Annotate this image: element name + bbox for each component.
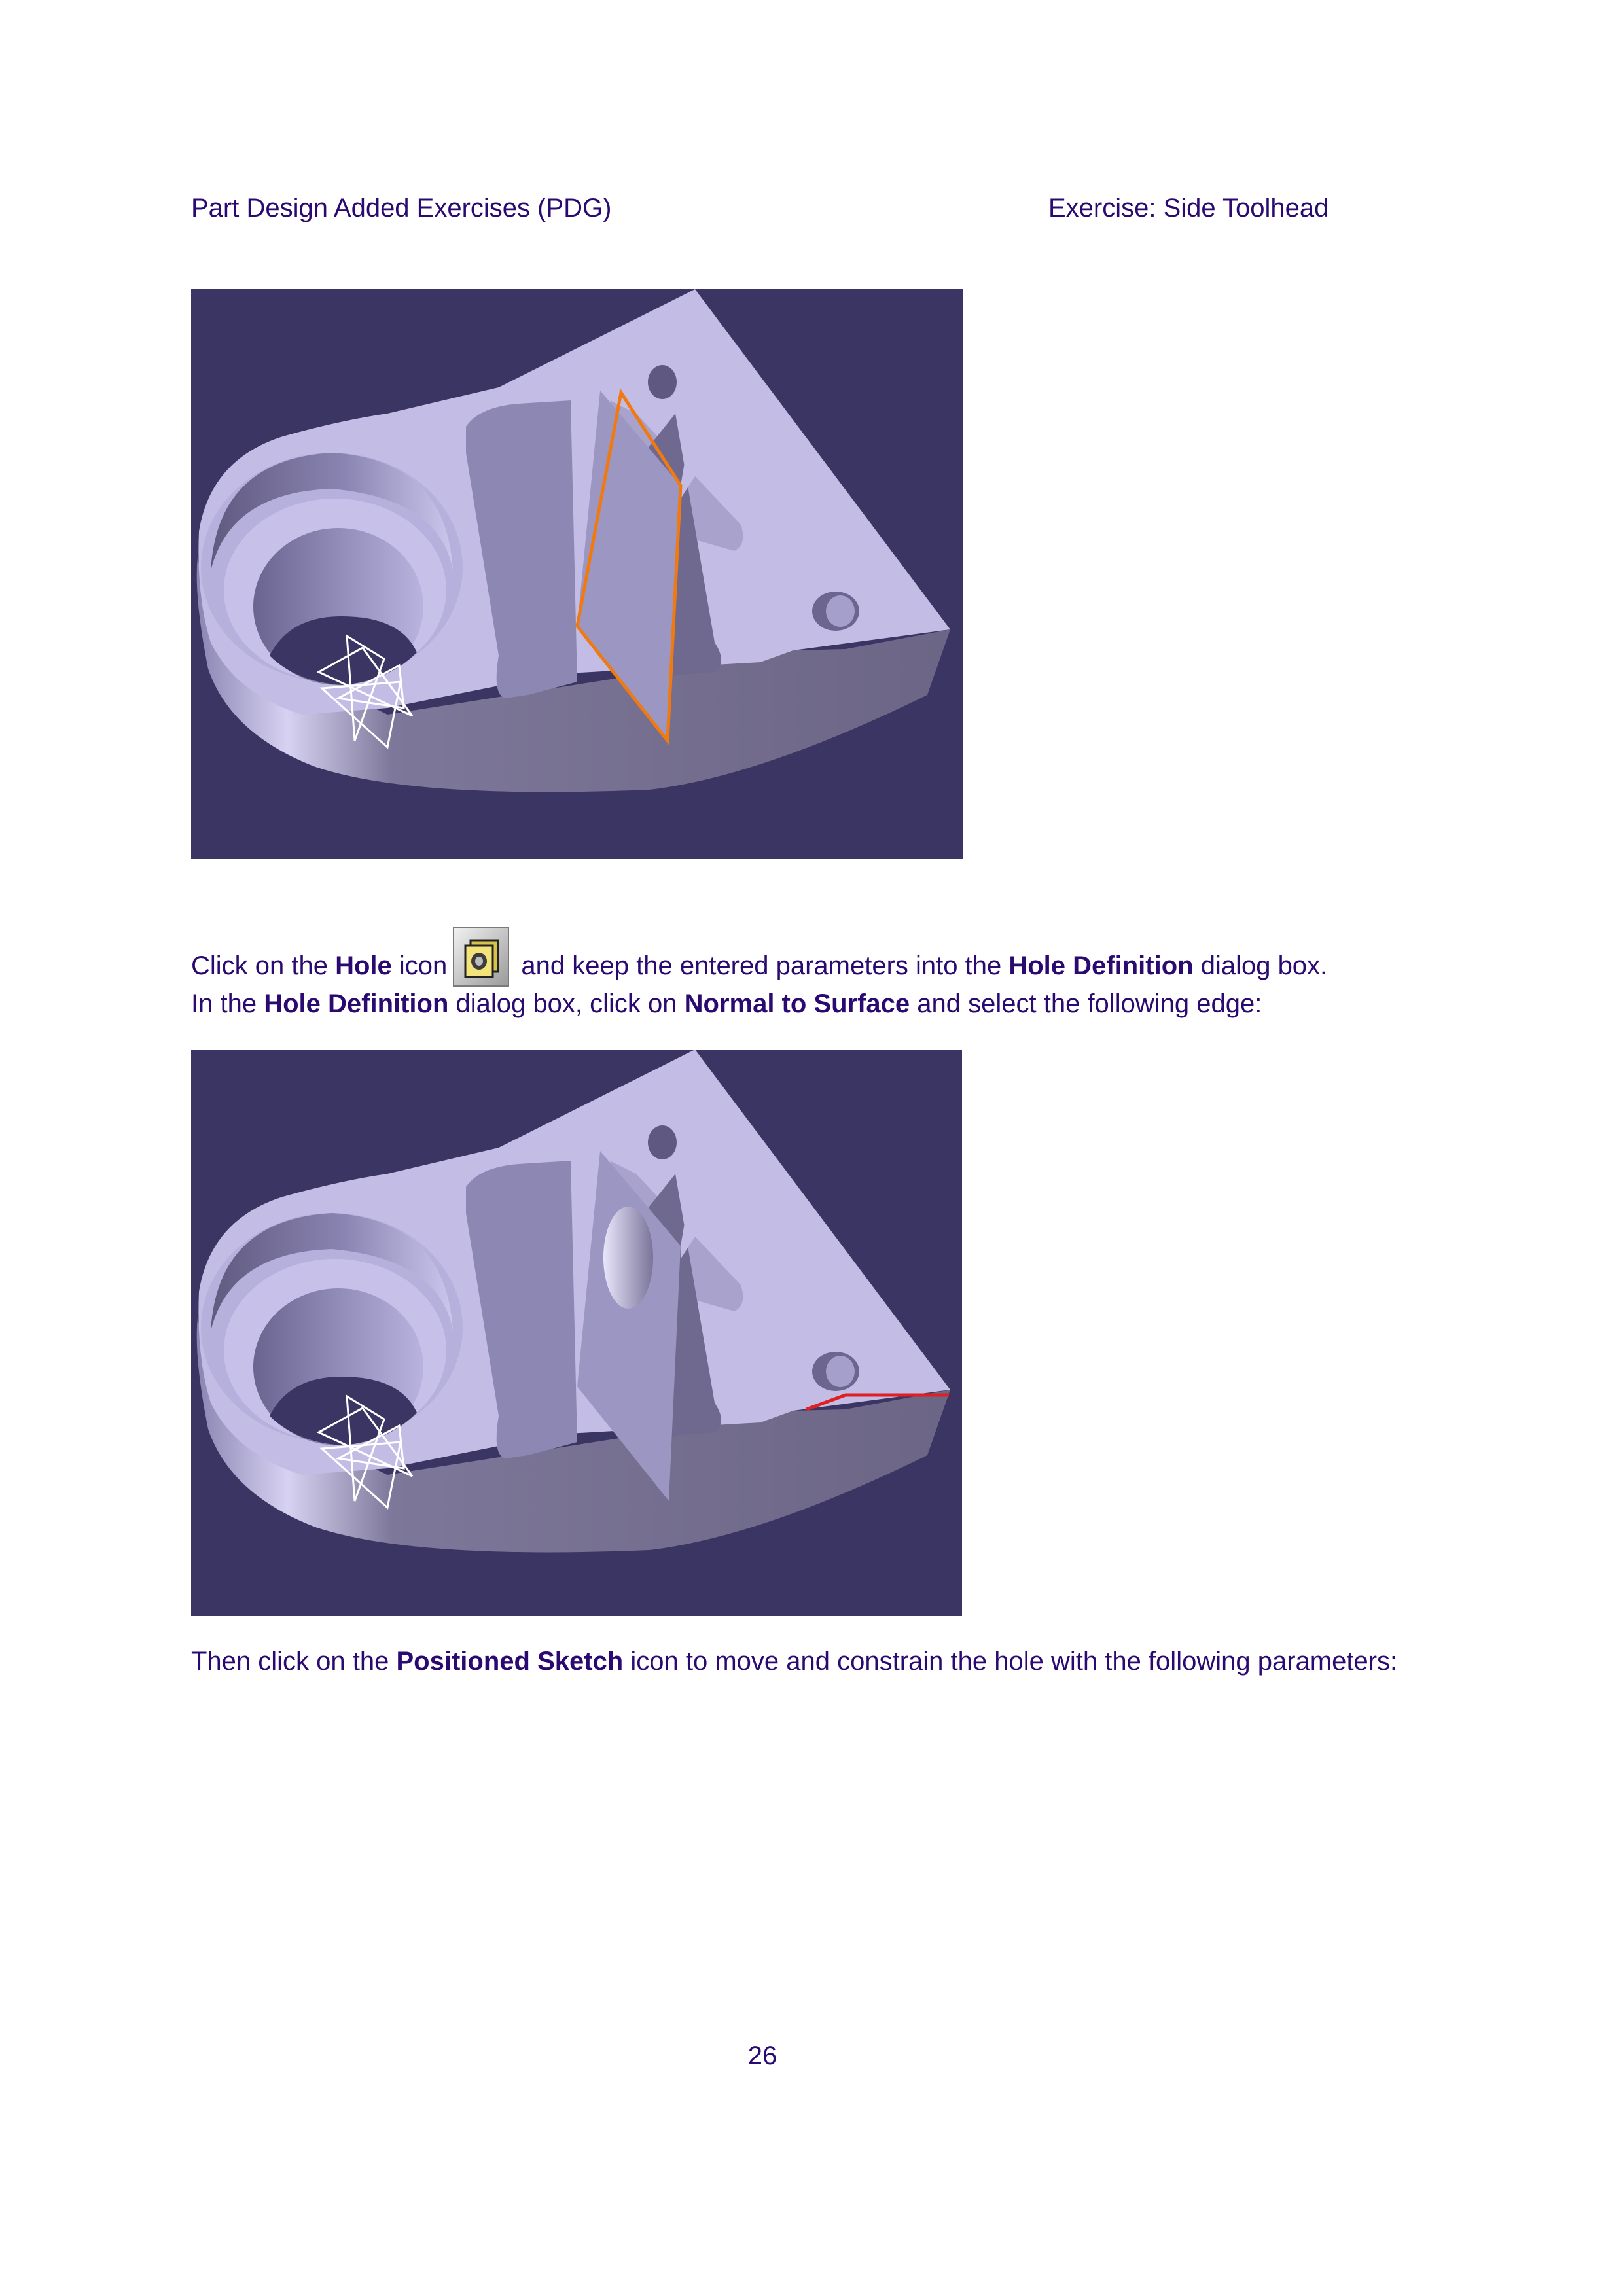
figure-part-3d-view-1 bbox=[191, 289, 963, 859]
p1-text-3: and keep the entered parameters into the bbox=[514, 951, 1009, 980]
p1-hole-term: Hole bbox=[335, 951, 392, 980]
p3-positioned-sketch-term: Positioned Sketch bbox=[396, 1647, 624, 1676]
rib-hole bbox=[603, 1207, 653, 1309]
p1-text-4: dialog box. bbox=[1193, 951, 1328, 980]
header-doc-title: Part Design Added Exercises (PDG) bbox=[191, 194, 612, 222]
p2-text-2: dialog box, click on bbox=[448, 989, 685, 1018]
figure-part-3d-view-2 bbox=[191, 1050, 962, 1616]
header-exercise-title: Exercise: Side Toolhead bbox=[1048, 194, 1329, 222]
p3-text-1: Then click on the bbox=[191, 1647, 397, 1676]
instruction-positioned-sketch bbox=[191, 1646, 1397, 1677]
p1-text-2: icon bbox=[391, 951, 448, 980]
instruction-normal-to-surface bbox=[191, 988, 1262, 1019]
page-number: 26 bbox=[747, 2041, 777, 2070]
p2-text-1: In the bbox=[191, 989, 264, 1018]
hole-icon[interactable] bbox=[452, 926, 510, 989]
p2-hole-definition-term: Hole Definition bbox=[264, 989, 449, 1018]
p2-text-3: and select the following edge: bbox=[910, 989, 1262, 1018]
p3-text-2: icon to move and constrain the hole with the following parameters: bbox=[623, 1647, 1398, 1676]
p1-text-1: Click on the bbox=[191, 951, 336, 980]
p2-normal-to-surface-term: Normal to Surface bbox=[684, 989, 910, 1018]
p1-hole-definition-term: Hole Definition bbox=[1008, 951, 1194, 980]
instruction-hole-icon bbox=[191, 926, 1327, 989]
